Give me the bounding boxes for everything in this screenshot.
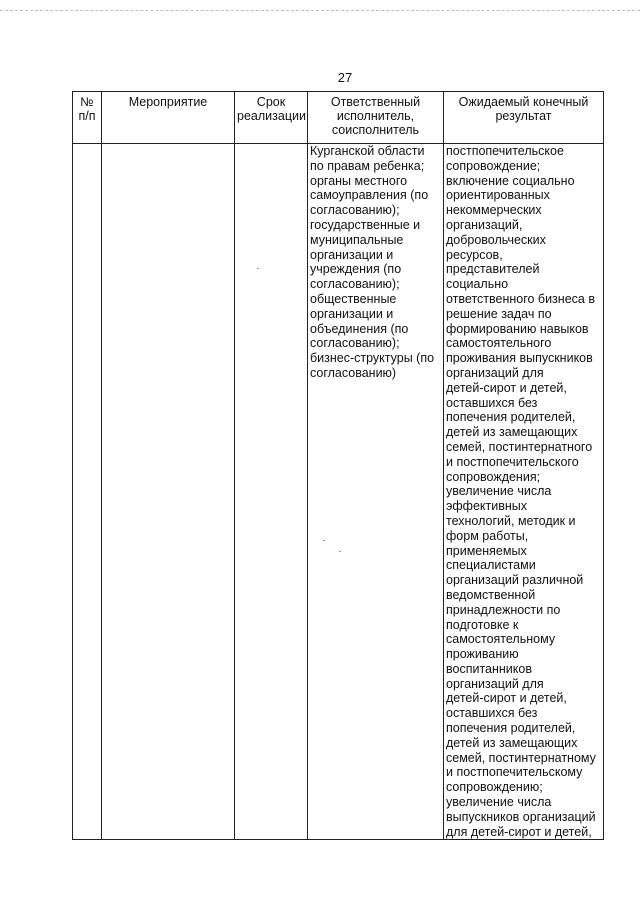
result-line: форм работы, <box>446 528 529 543</box>
executor-text <box>310 144 441 381</box>
result-line: ведомственной <box>446 587 536 602</box>
cell-result <box>444 144 604 840</box>
result-line: постпопечительское <box>446 144 564 158</box>
result-line: сопровождения; <box>446 469 541 484</box>
result-line: некоммерческих <box>446 203 542 218</box>
executor-line: организации и <box>310 247 394 262</box>
result-line: сопровождение; <box>446 158 541 173</box>
header-term: Срок реализации <box>235 92 308 144</box>
cell-number <box>73 144 102 840</box>
result-line: специалистами <box>446 558 536 573</box>
result-line: попечения родителей, <box>446 410 576 425</box>
executor-line: самоуправления (по <box>310 188 429 203</box>
result-line: выпускников организаций <box>446 809 596 824</box>
table-row <box>73 144 604 840</box>
result-text <box>446 144 601 839</box>
scan-speck <box>323 540 325 541</box>
result-line: технологий, методик и <box>446 513 576 528</box>
result-line: подготовке к <box>446 617 519 632</box>
result-line: увеличение числа <box>446 795 552 810</box>
executor-line: по правам ребенка; <box>310 158 425 173</box>
result-line: оставшихся без <box>446 395 538 410</box>
executor-line: бизнес-структуры (по <box>310 351 435 366</box>
result-line: решение задач по <box>446 306 552 321</box>
result-line: детей из замещающих <box>446 735 578 750</box>
executor-line: объединения (по <box>310 321 409 336</box>
executor-line: общественные <box>310 291 397 306</box>
result-line: детей-сирот и детей, <box>446 380 567 395</box>
executor-line: государственные и <box>310 217 421 232</box>
result-line: организаций для <box>446 676 544 691</box>
result-line: применяемых <box>446 543 527 558</box>
result-line: ресурсов, <box>446 247 503 262</box>
result-line: проживанию <box>446 647 519 662</box>
executor-line: согласованию); <box>310 336 400 351</box>
result-line: и постпопечительского <box>446 454 579 469</box>
cell-executor <box>308 144 444 840</box>
executor-line: учреждения (по <box>310 262 402 277</box>
executor-line: согласованию); <box>310 277 400 292</box>
result-line: оставшихся без <box>446 706 538 721</box>
result-line: попечения родителей, <box>446 721 576 736</box>
result-line: эффективных <box>446 499 527 514</box>
result-line: увеличение числа <box>446 484 552 499</box>
result-line: ориентированных <box>446 188 550 203</box>
result-line: семей, постинтернатного <box>446 439 593 454</box>
result-line: воспитанников <box>446 661 532 676</box>
result-line: представителей <box>446 262 540 277</box>
scan-speck <box>339 551 341 552</box>
result-line: сопровождению; <box>446 780 543 795</box>
result-line: организаций, <box>446 217 523 232</box>
executor-line: согласованию) <box>310 365 397 380</box>
scan-speck <box>257 268 259 269</box>
header-executor: Ответственный исполнитель, соисполнитель <box>308 92 444 144</box>
executor-line: согласованию); <box>310 203 400 218</box>
result-line: самостоятельному <box>446 632 556 647</box>
scan-edge-line <box>0 10 640 11</box>
header-number: № п/п <box>73 92 102 144</box>
result-line: для детей-сирот и детей, <box>446 824 592 839</box>
result-line: самостоятельного <box>446 336 552 351</box>
result-line: добровольческих <box>446 232 546 247</box>
result-line: и постпопечительскому <box>446 765 583 780</box>
cell-event <box>102 144 235 840</box>
measures-table <box>72 91 604 840</box>
result-line: включение социально <box>446 173 575 188</box>
result-line: социально <box>446 277 509 292</box>
executor-line: Курганской области <box>310 144 425 158</box>
result-line: проживания выпускников <box>446 351 593 366</box>
result-line: организаций для <box>446 365 544 380</box>
table-header-row <box>73 92 604 144</box>
executor-line: организации и <box>310 306 394 321</box>
executor-line: муниципальные <box>310 232 404 247</box>
result-line: детей-сирот и детей, <box>446 691 567 706</box>
result-line: семей, постинтернатному <box>446 750 596 765</box>
result-line: ответственного бизнеса в <box>446 291 595 306</box>
result-line: детей из замещающих <box>446 425 578 440</box>
result-line: формированию навыков <box>446 321 589 336</box>
header-event: Мероприятие <box>102 92 235 144</box>
result-line: организаций различной <box>446 573 584 588</box>
result-line: принадлежности по <box>446 602 561 617</box>
executor-line: органы местного <box>310 173 408 188</box>
header-result: Ожидаемый конечный результат <box>444 92 604 144</box>
cell-term <box>235 144 308 840</box>
page-number: 27 <box>337 70 353 85</box>
